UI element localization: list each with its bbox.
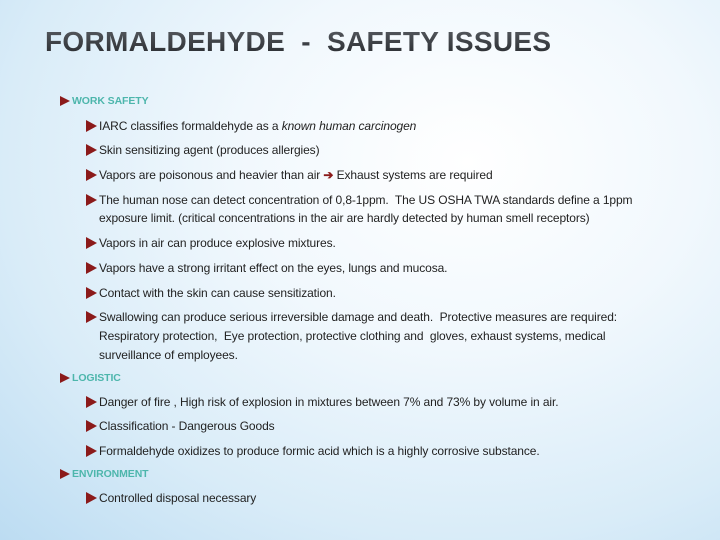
arrow-bullet-icon [86, 144, 97, 156]
list-item: The human nose can detect concentration of 0,8-1ppm. The US OSHA TWA standards define a 1ppm [86, 193, 632, 207]
arrow-bullet-icon [86, 237, 97, 249]
list-item: Danger of fire , High risk of explosion in mixtures between 7% and 73% by volume in air. [86, 395, 558, 409]
list-item-continuation: surveillance of employees. [99, 348, 238, 362]
arrow-bullet-icon [60, 373, 70, 383]
arrow-bullet-icon [86, 396, 97, 408]
right-arrow-icon: ➔ [323, 168, 334, 182]
list-item: Skin sensitizing agent (produces allergies) [86, 143, 319, 157]
list-item: Classification - Dangerous Goods [86, 419, 275, 433]
list-item-continuation: exposure limit. (critical concentrations in the air are hardly detected by human smell receptors) [99, 211, 590, 225]
arrow-bullet-icon [86, 194, 97, 206]
arrow-bullet-icon [86, 420, 97, 432]
list-item: Contact with the skin can cause sensitization. [86, 286, 336, 300]
section-heading-work-safety: WORK SAFETY [60, 95, 148, 107]
list-item: Vapors are poisonous and heavier than air ➔ Exhaust systems are required [86, 168, 493, 182]
list-item: IARC classifies formaldehyde as a known human carcinogen [86, 119, 416, 133]
arrow-bullet-icon [86, 445, 97, 457]
arrow-bullet-icon [86, 492, 97, 504]
list-item: Swallowing can produce serious irreversible damage and death. Protective measures are required: [86, 310, 617, 324]
list-item: Formaldehyde oxidizes to produce formic acid which is a highly corrosive substance. [86, 444, 540, 458]
arrow-bullet-icon [86, 120, 97, 132]
slide-title: FORMALDEHYDE - SAFETY ISSUES [45, 26, 552, 57]
section-heading-logistic: LOGISTIC [60, 372, 121, 384]
arrow-bullet-icon [60, 469, 70, 479]
arrow-bullet-icon [86, 287, 97, 299]
arrow-bullet-icon [86, 262, 97, 274]
arrow-bullet-icon [86, 169, 97, 181]
arrow-bullet-icon [60, 96, 70, 106]
arrow-bullet-icon [86, 311, 97, 323]
section-heading-environment: ENVIRONMENT [60, 468, 149, 480]
list-item: Controlled disposal necessary [86, 491, 256, 505]
list-item-continuation: Respiratory protection, Eye protection, protective clothing and gloves, exhaust systems, medical [99, 329, 606, 343]
list-item: Vapors in air can produce explosive mixtures. [86, 236, 336, 250]
list-item: Vapors have a strong irritant effect on the eyes, lungs and mucosa. [86, 261, 447, 275]
